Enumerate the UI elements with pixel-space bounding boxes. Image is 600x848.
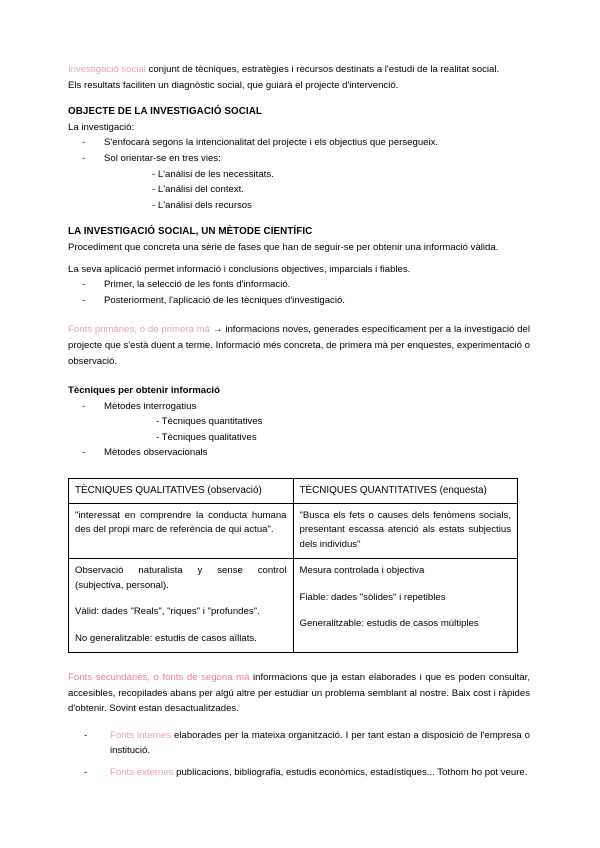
fonts-secundaries-text: informacions que ja estan elaborades i que es poden consultar, accesibles, recopilades abans per algú altre per estudiar un problema semblant al nostre. Baix cost i ràpides d'obtenir. Sovint estan desactualitzades.: [68, 671, 530, 715]
list-item-body: [110, 765, 530, 781]
table-cell-text: Vàlid: dades "Reals", "riques" i "profundes".: [75, 606, 260, 618]
intro-term: Investigació social: [68, 64, 146, 75]
table-cell-text: "interessat en comprendre la conducta humana des del propi marc de referència de qui actua".: [75, 510, 287, 536]
list-item-label: Posteriorment, l'aplicació de les tècniques d'investigació.: [104, 294, 345, 306]
table-cell-quantitative: [293, 504, 518, 559]
fonts-internes-term: Fonts internes: [110, 729, 172, 741]
fonts-primaries-term: Fonts primàries, o de primera mà: [68, 324, 211, 336]
fonts-secundaries-paragraph: [68, 670, 530, 717]
list-item: [68, 151, 530, 167]
list-item-label: Primer, la selecció de les fonts d'informació.: [104, 279, 291, 291]
table-cell-text: Mesura controlada i objectiva: [299, 565, 425, 577]
table-cell-text: No generalitzable: estudis de casos aïllats.: [75, 632, 257, 644]
list-item-label: Mètodes observacionals: [104, 447, 208, 459]
heading-tecniques: Tècniques per obtenir informació: [68, 385, 220, 397]
table-cell-qualitative: [69, 559, 294, 653]
spacer: [68, 369, 530, 383]
table-cell-text: Observació naturalista y sense control (subjectiva, personal).: [75, 565, 287, 591]
objecte-list: [68, 135, 530, 166]
table-cell-text: Fiable: dades "sòlides" i repetibles: [299, 591, 446, 603]
objecte-subitem: - L'análisi de les necessitats.: [152, 168, 274, 180]
fonts-secundaries-term: Fonts secundàries, o fonts de segona mà: [68, 671, 250, 683]
metode-paragraph-2: La seva aplicació permet informació i conclusions objectives, imparcials i fiables.: [68, 263, 411, 275]
table-header-qualitative: TÈCNIQUES QUALITATIVES (observació): [69, 479, 294, 504]
table-cell-text: "Busca els fets o causes dels fenòmens socials, presentant escassa atenció als estats subjectius dels individus": [299, 510, 511, 550]
fonts-externes-text: publicacions, bibliografia, estudis econòmics, estadístiques... Tothom ho pot veure.: [176, 766, 528, 778]
fonts-internes-text: elaborades per la mateixa organització. I per tant estan a disposició de l'empresa o institució.: [110, 729, 530, 757]
spacer: [68, 308, 530, 322]
heading-metode: LA INVESTIGACIÓ SOCIAL, UN MÈTODE CIENTÍFIC: [68, 226, 313, 238]
arrow-icon: →: [212, 324, 223, 336]
list-item-label: S'enfocarà segons la intencionalitat del projecte i els objectius que persegueix.: [104, 137, 439, 149]
dash-marker: -: [82, 294, 86, 306]
intro-definition: conjunt de tècniques, estratègies i recursos destinats a l'estudi de la realitat social.: [148, 64, 500, 75]
list-item: [68, 399, 530, 415]
document-body: [68, 62, 530, 780]
metode-list: [68, 277, 530, 308]
table-row: [69, 504, 518, 559]
spacer: [68, 653, 530, 670]
list-item-label: Mètodes interrogatius: [104, 400, 197, 412]
comparison-table: [68, 478, 518, 653]
dash-marker: -: [82, 447, 86, 459]
list-item: [68, 445, 530, 461]
list-item-body: [110, 728, 530, 759]
tecniques-list-top: [68, 399, 530, 415]
list-item: [68, 277, 530, 293]
spacer: [68, 461, 530, 478]
table-cell-text: Generalitzable: estudis de casos múltiples: [299, 618, 479, 630]
table-cell-quantitative: [293, 559, 518, 653]
fonts-secundaries-list: [68, 728, 530, 781]
spacer: [68, 717, 530, 728]
list-item: [68, 135, 530, 151]
spacer: [68, 213, 530, 224]
fonts-primaries-paragraph: [68, 322, 530, 369]
dash-marker: -: [82, 400, 86, 412]
heading-objecte: OBJECTE DE LA INVESTIGACIÓ SOCIAL: [68, 106, 262, 118]
table-cell-qualitative: [69, 504, 294, 559]
dash-marker: -: [84, 729, 88, 741]
list-item: [68, 293, 530, 309]
list-item: [68, 728, 530, 759]
list-item: [68, 765, 530, 781]
fonts-externes-term: Fonts externes: [110, 766, 174, 778]
list-item-label: Sol orientar-se en tres vies:: [104, 152, 221, 164]
dash-marker: -: [82, 152, 86, 164]
dash-marker: -: [84, 766, 88, 778]
tecniques-list-bottom: [68, 445, 530, 461]
tecniques-subitem: - Tècniques quantitatives: [156, 416, 263, 428]
fonts-primaries-text: informacions noves, generades específicament per a la investigació del projecte que s'està duent a terme. Informació més concreta, de primera mà per enquestes, experimentació o observació.: [68, 324, 530, 367]
tecniques-subitem: - Tècniques qualitatives: [156, 431, 257, 443]
objecte-subitem: - L'análisi del context.: [152, 184, 244, 196]
objecte-lead: La investigació:: [68, 121, 135, 133]
intro-second-line: Els resultats faciliten un diagnòstic social, que guiarà el projecte d'intervenció.: [68, 79, 399, 91]
spacer: [68, 93, 530, 104]
table-header-quantitative: TÈCNIQUES QUANTITATIVES (enquesta): [293, 479, 518, 504]
metode-paragraph: Procediment que concreta una sèrie de fases que han de seguir-se per obtenir una informació vàlida.: [68, 241, 499, 253]
objecte-subitem: - L'análisi dels recursos: [152, 199, 252, 211]
table-header-row: [69, 479, 518, 504]
dash-marker: -: [82, 279, 86, 291]
table-row: [69, 559, 518, 653]
intro-paragraph: [68, 62, 530, 78]
dash-marker: -: [82, 137, 86, 149]
